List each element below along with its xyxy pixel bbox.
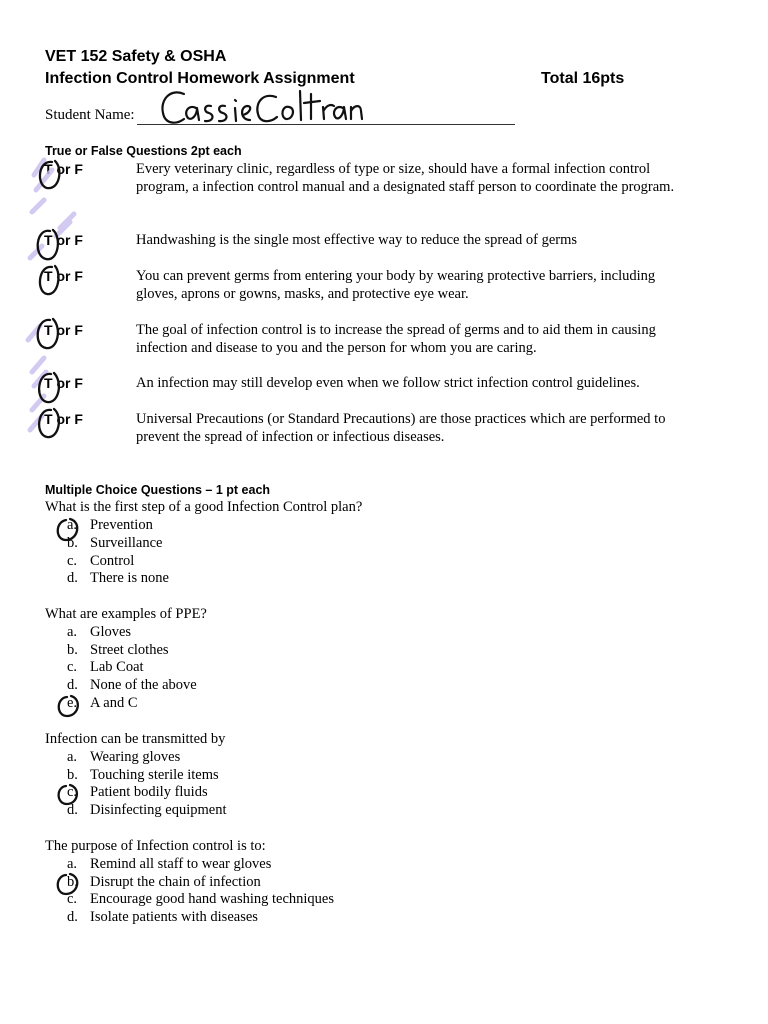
mc-4-option-d[interactable]: [67, 909, 258, 927]
option-letter: b.: [67, 535, 78, 551]
tf-5-choice[interactable]: T or F: [44, 375, 83, 391]
option-letter: a.: [67, 517, 78, 533]
mc-3-option-b[interactable]: [67, 767, 219, 785]
option-letter: a.: [67, 856, 78, 872]
total-points: Total 16pts: [541, 70, 625, 87]
mc-2-option-e[interactable]: [67, 695, 138, 713]
option-letter: c.: [67, 659, 78, 675]
student-name-line: [137, 124, 515, 125]
mc-3-option-d[interactable]: [67, 802, 227, 820]
option-letter: c.: [67, 784, 78, 800]
multiple-choice-section-title: Multiple Choice Questions – 1 pt each: [45, 483, 271, 497]
tf-2-choice[interactable]: T or F: [44, 232, 83, 248]
tf-3-statement: You can prevent germs from entering your body by wearing protective barriers, including gloves, aprons or gowns, masks, and protective eye wear.: [136, 268, 656, 302]
tf-1-statement: Every veterinary clinic, regardless of type or size, should have a formal infection control program, a infection control manual and a designated staff person to coordinate the program.: [136, 161, 675, 195]
option-text: Wearing gloves: [90, 749, 181, 765]
mc-4-option-a[interactable]: [67, 856, 271, 874]
mc-1-option-d[interactable]: [67, 570, 169, 588]
option-letter: a.: [67, 624, 78, 640]
mc-1-option-c[interactable]: [67, 553, 134, 571]
true-false-section-title: True or False Questions 2pt each: [45, 144, 242, 158]
mc-2-option-c[interactable]: [67, 659, 144, 677]
option-text: Street clothes: [90, 642, 169, 658]
tf-5-statement: An infection may still develop even when we follow strict infection control guidelines.: [136, 375, 640, 391]
tf-2-statement: Handwashing is the single most effective way to reduce the spread of germs: [136, 232, 578, 248]
option-letter: a.: [67, 749, 78, 765]
purple-mark: [28, 326, 40, 340]
assignment-title: Infection Control Homework Assignment: [45, 70, 355, 87]
option-text: Prevention: [90, 517, 153, 533]
mc-2-option-b[interactable]: [67, 642, 169, 660]
option-letter: d.: [67, 677, 78, 693]
option-letter: e.: [67, 695, 78, 711]
option-letter: c.: [67, 891, 78, 907]
mc-2-option-d[interactable]: [67, 677, 197, 695]
mc-4-option-b[interactable]: [67, 874, 261, 892]
course-title: VET 152 Safety & OSHA: [45, 48, 227, 65]
tf-1-choice[interactable]: T or F: [44, 161, 83, 177]
option-text: Remind all staff to wear gloves: [90, 856, 272, 872]
option-letter: d.: [67, 570, 78, 586]
option-text: Touching sterile items: [90, 767, 219, 783]
purple-mark: [30, 396, 44, 430]
option-text: There is none: [90, 570, 169, 586]
mc-1-option-b[interactable]: [67, 535, 162, 553]
option-text: None of the above: [90, 677, 197, 693]
option-letter: b.: [67, 642, 78, 658]
mc-2-question: What are examples of PPE?: [45, 606, 207, 622]
purple-mark: [32, 200, 74, 236]
mc-3-option-c[interactable]: [67, 784, 208, 802]
tf-4-statement: The goal of infection control is to increase the spread of germs and to aid them in causing infection and disease to you and the person for whom you are caring.: [136, 322, 656, 356]
option-text: Patient bodily fluids: [90, 784, 208, 800]
option-letter: d.: [67, 802, 78, 818]
purple-mark: [30, 246, 42, 258]
option-text: Lab Coat: [90, 659, 144, 675]
tf-6-statement: Universal Precautions (or Standard Precautions) are those practices which are performed to prevent the spread of infection or infectious diseases.: [136, 411, 666, 445]
option-text: Encourage good hand washing techniques: [90, 891, 335, 907]
option-letter: c.: [67, 553, 78, 569]
option-text: Isolate patients with diseases: [90, 909, 258, 925]
student-name-label: Student Name:: [45, 107, 135, 123]
option-text: Gloves: [90, 624, 132, 640]
mc-4-option-c[interactable]: [67, 891, 334, 909]
mc-3-option-a[interactable]: [67, 749, 180, 767]
option-text: Surveillance: [90, 535, 163, 551]
mc-2-option-a[interactable]: [67, 624, 131, 642]
tf-4-choice[interactable]: T or F: [44, 322, 83, 338]
option-text: Disrupt the chain of infection: [90, 874, 261, 890]
mc-1-option-a[interactable]: [67, 517, 153, 535]
tf-3-choice[interactable]: T or F: [44, 268, 83, 284]
option-text: Control: [90, 553, 135, 569]
mc-3-question: Infection can be transmitted by: [45, 731, 226, 747]
mc-1-question: What is the first step of a good Infection Control plan?: [45, 499, 363, 515]
option-letter: d.: [67, 909, 78, 925]
option-letter: b.: [67, 874, 78, 890]
option-letter: b.: [67, 767, 78, 783]
tf-6-choice[interactable]: T or F: [44, 411, 83, 427]
mc-4-question: The purpose of Infection control is to:: [45, 838, 266, 854]
option-text: Disinfecting equipment: [90, 802, 227, 818]
option-text: A and C: [90, 695, 138, 711]
